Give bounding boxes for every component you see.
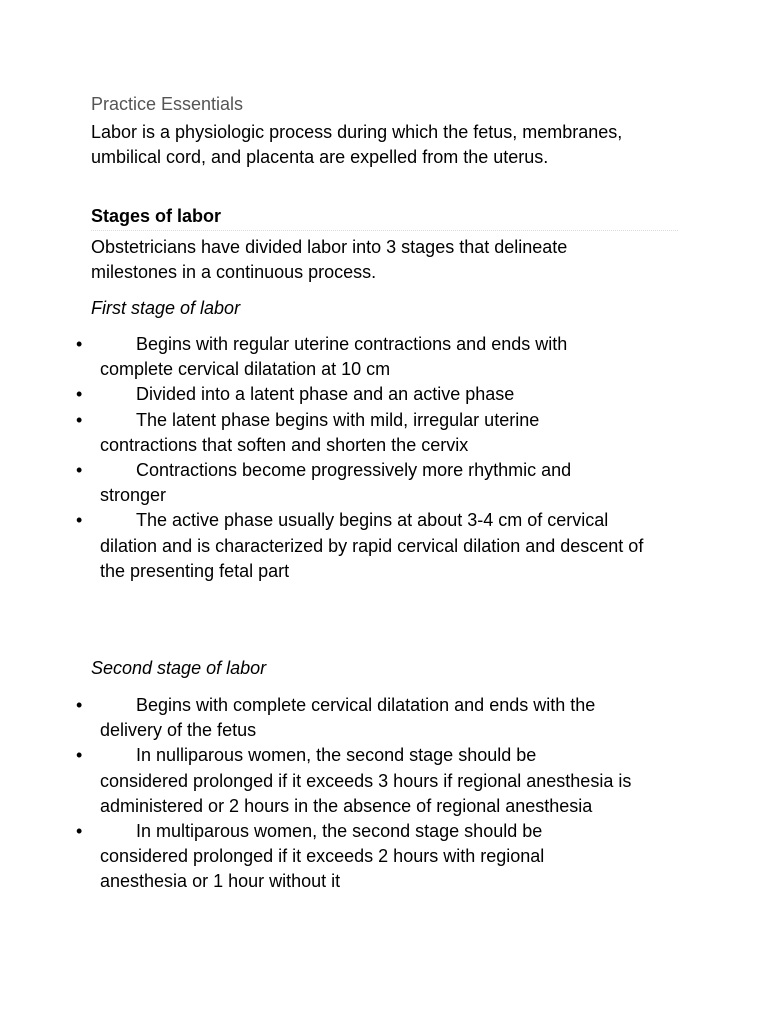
list-item [0,408,700,458]
list-item [0,743,680,819]
list-item [0,819,630,895]
list-item-rest: complete cervical dilatation at 10 cm [100,359,391,380]
list-item-rest: considered prolonged if it exceeds 2 hours with regional anesthesia or 1 hour without it [100,846,545,892]
bullet-icon: • [76,384,83,405]
list-item-rest: stronger [100,485,167,506]
bullet-icon: • [76,695,83,715]
list-item-line1: The active phase usually begins at about 3-4 cm of cervical [136,510,609,531]
list-item-line1: In nulliparous women, the second stage should be [136,745,537,766]
bullet-icon: • [76,409,83,430]
bullet-icon: • [76,460,83,481]
list-item [0,382,700,407]
list-item-rest: contractions that soften and shorten the cervix [100,434,469,455]
list-item [0,508,660,584]
list-item-line1: Divided into a latent phase and an active phase [136,384,515,405]
list-item-line1: The latent phase begins with mild, irregular uterine [136,409,540,430]
bullet-icon: • [76,334,83,354]
list-item-line1: In multiparous women, the second stage should be [136,821,543,842]
section-heading: Practice Essentials [91,94,244,114]
list-item [0,458,700,508]
list-item-line1: Begins with regular uterine contractions and ends with [136,334,568,354]
intro-paragraph: Labor is a physiologic process during which the fetus, membranes, umbilical cord, and placenta are expelled from the uterus. [91,122,623,167]
first-stage-heading: First stage of labor [91,298,241,318]
list-item-rest: dilation and is characterized by rapid cervical dilation and descent of the presenting fetal part [100,535,644,581]
second-stage-list [0,693,700,895]
bullet-icon: • [76,821,83,842]
list-item-rest: delivery of the fetus [100,720,257,741]
second-stage-heading: Second stage of labor [91,658,267,678]
heading-divider [91,230,678,231]
first-stage-list [0,332,700,584]
bullet-icon: • [76,510,83,531]
list-item-rest: considered prolonged if it exceeds 3 hours if regional anesthesia is administered or 2 hours in the absence of regional anesthesia [100,770,632,816]
list-item [0,332,700,382]
list-item-line1: Begins with complete cervical dilatation and ends with the [136,695,596,715]
stages-intro-paragraph: Obstetricians have divided labor into 3 stages that delineate milestones in a continuous process. [91,237,568,282]
stages-heading: Stages of labor [91,206,222,226]
list-item [0,693,700,743]
list-item-line1: Contractions become progressively more rhythmic and [136,460,572,481]
bullet-icon: • [76,745,83,766]
